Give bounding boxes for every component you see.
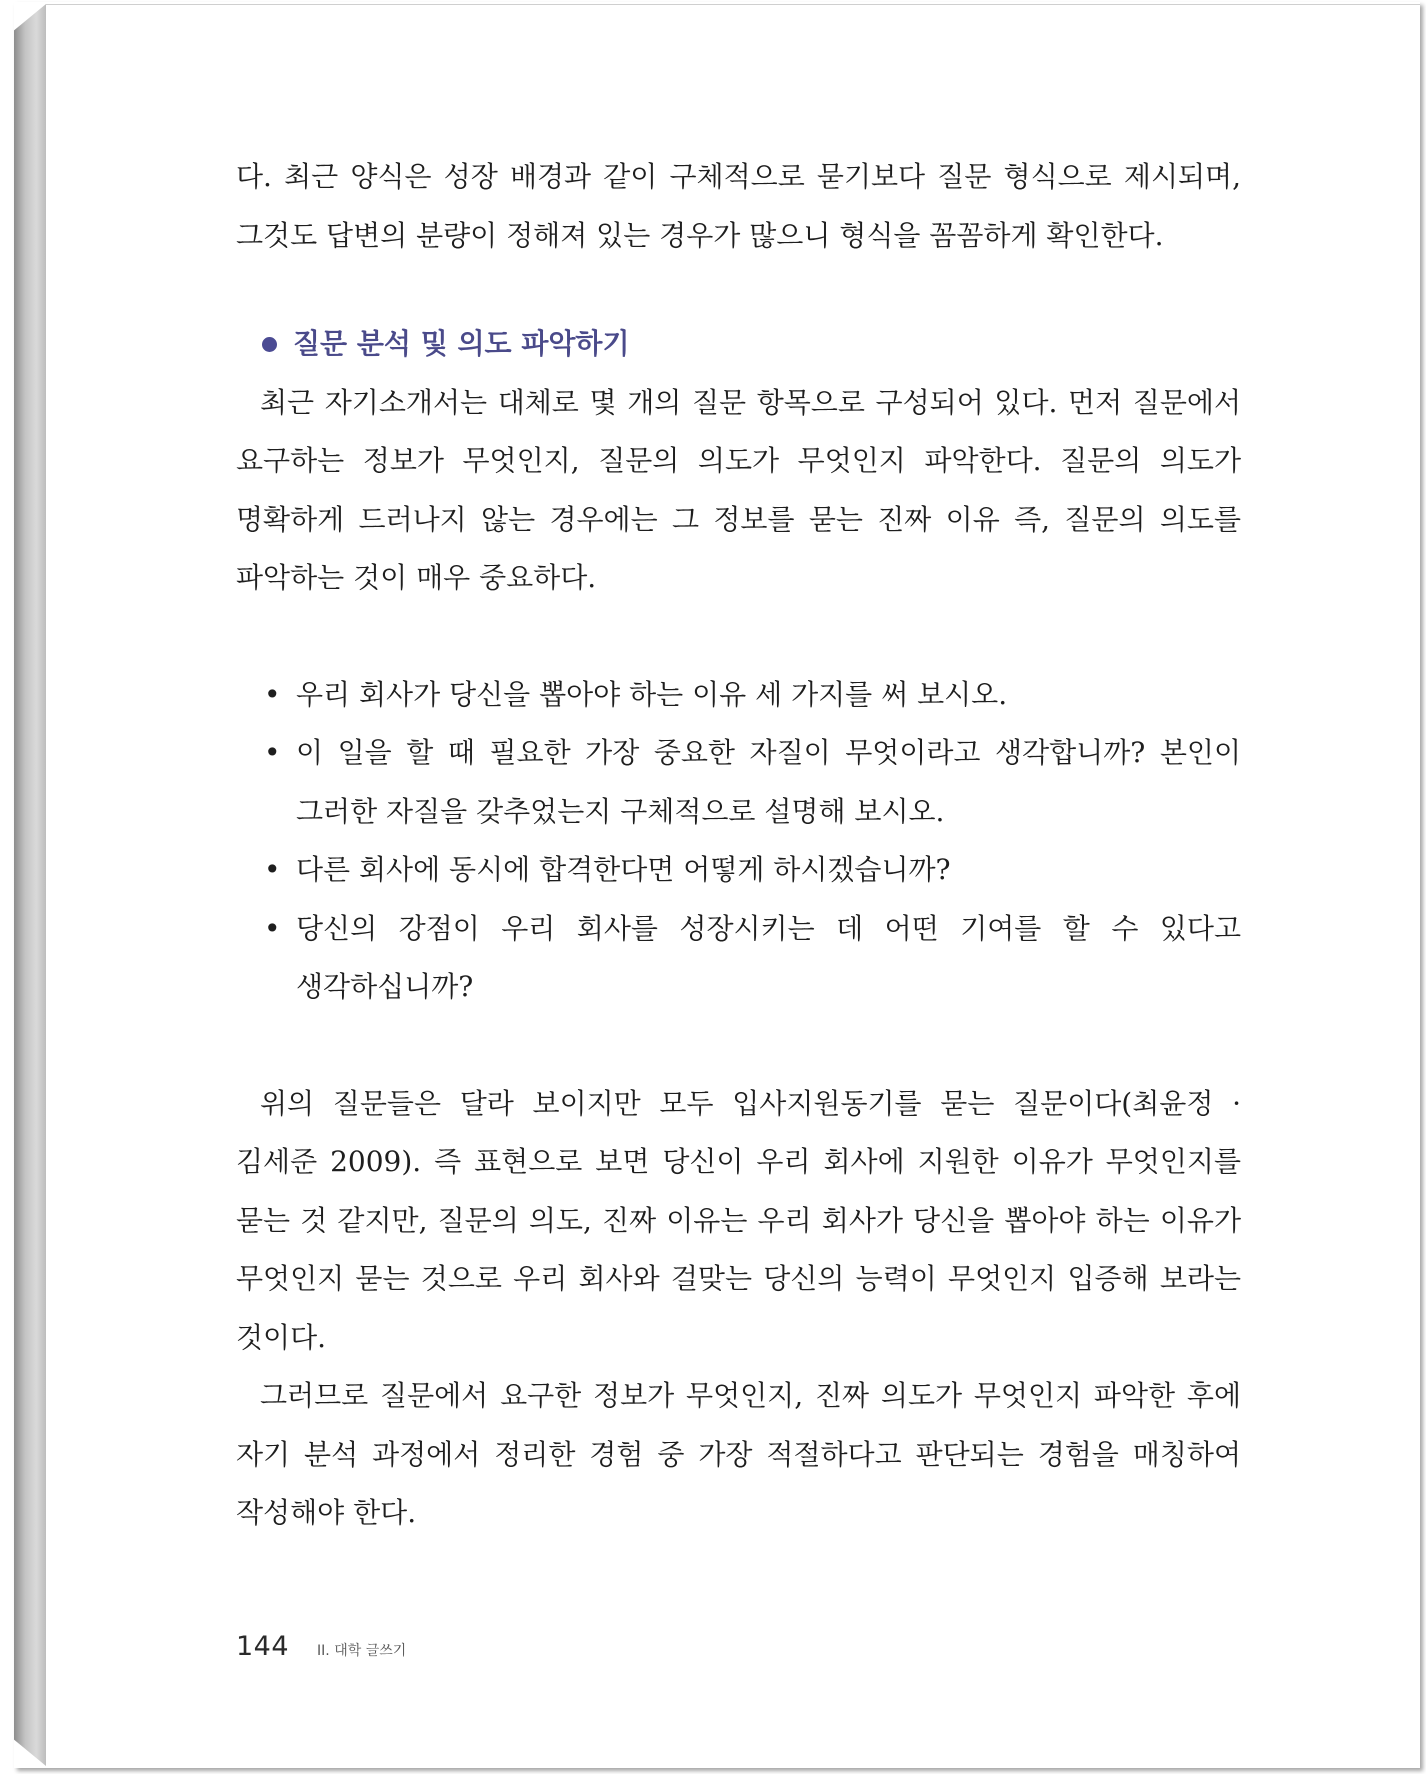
bullet-icon: • [264, 736, 281, 769]
paragraph-conclusion: 그러므로 질문에서 요구한 정보가 무엇인지, 진짜 의도가 무엇인지 파악한 후에 자기 분석 과정에서 정리한 경험 중 가장 적절하다고 판단되는 경험을 매칭하여 작성해야 한다. [236, 1379, 1241, 1529]
section-heading [236, 315, 1241, 374]
question-list [236, 666, 1241, 1017]
chapter-running-head: II. 대학 글쓰기 [317, 1643, 407, 1659]
page-footer [236, 1631, 406, 1662]
question-text: 당신의 강점이 우리 회사를 성장시키는 데 어떤 기여를 할 수 있다고 생각하십니까? [296, 911, 1241, 1003]
page-number: 144 [236, 1631, 290, 1662]
bullet-icon: • [264, 677, 281, 711]
bullet-circle-icon [262, 337, 277, 352]
question-text: 이 일을 할 때 필요한 가장 중요한 자질이 무엇이라고 생각합니까? 본인이 그러한 자질을 갖추었는지 구체적으로 설명해 보시오. [296, 736, 1241, 828]
bullet-icon: • [264, 911, 281, 945]
book-spine [14, 4, 46, 1766]
bullet-icon: • [264, 853, 281, 886]
section-heading-text: 질문 분석 및 의도 파악하기 [293, 327, 630, 360]
list-item [236, 666, 1241, 725]
paragraph-motivation: 위의 질문들은 달라 보이지만 모두 입사지원동기를 묻는 질문이다(최윤정 · 김세준 2009). 즉 표현으로 보면 당신이 우리 회사에 지원한 이유가 무엇인지를 묻는 것 같지만, 질문의 의도, 진짜 이유는 우리 회사가 당신을 뽑아야 하는 이유가 무엇인지 묻는 것으로 우리 회사와 걸맞는 당신의 능력이 무엇인지 입증해 보라는 것이다. [236, 1086, 1241, 1354]
list-item [236, 900, 1241, 1017]
question-text: 다른 회사에 동시에 합격한다면 어떻게 하시겠습니까? [296, 853, 951, 886]
question-text: 우리 회사가 당신을 뽑아야 하는 이유 세 가지를 써 보시오. [296, 677, 1008, 711]
paragraph-question-analysis: 최근 자기소개서는 대체로 몇 개의 질문 항목으로 구성되어 있다. 먼저 질문에서 요구하는 정보가 무엇인지, 질문의 의도가 무엇인지 파악한다. 질문의 의도가 명확하게 드러나지 않는 경우에는 그 정보를 묻는 진짜 이유 즉, 질문의 의도를 파악하는 것이 매우 중요하다. [236, 385, 1241, 594]
page-content [236, 148, 1241, 1543]
intro-paragraph: 다. 최근 양식은 성장 배경과 같이 구체적으로 묻기보다 질문 형식으로 제시되며, 그것도 답변의 분량이 정해져 있는 경우가 많으니 형식을 꼼꼼하게 확인한다. [236, 160, 1241, 252]
list-item [236, 724, 1241, 841]
list-item [236, 841, 1241, 900]
